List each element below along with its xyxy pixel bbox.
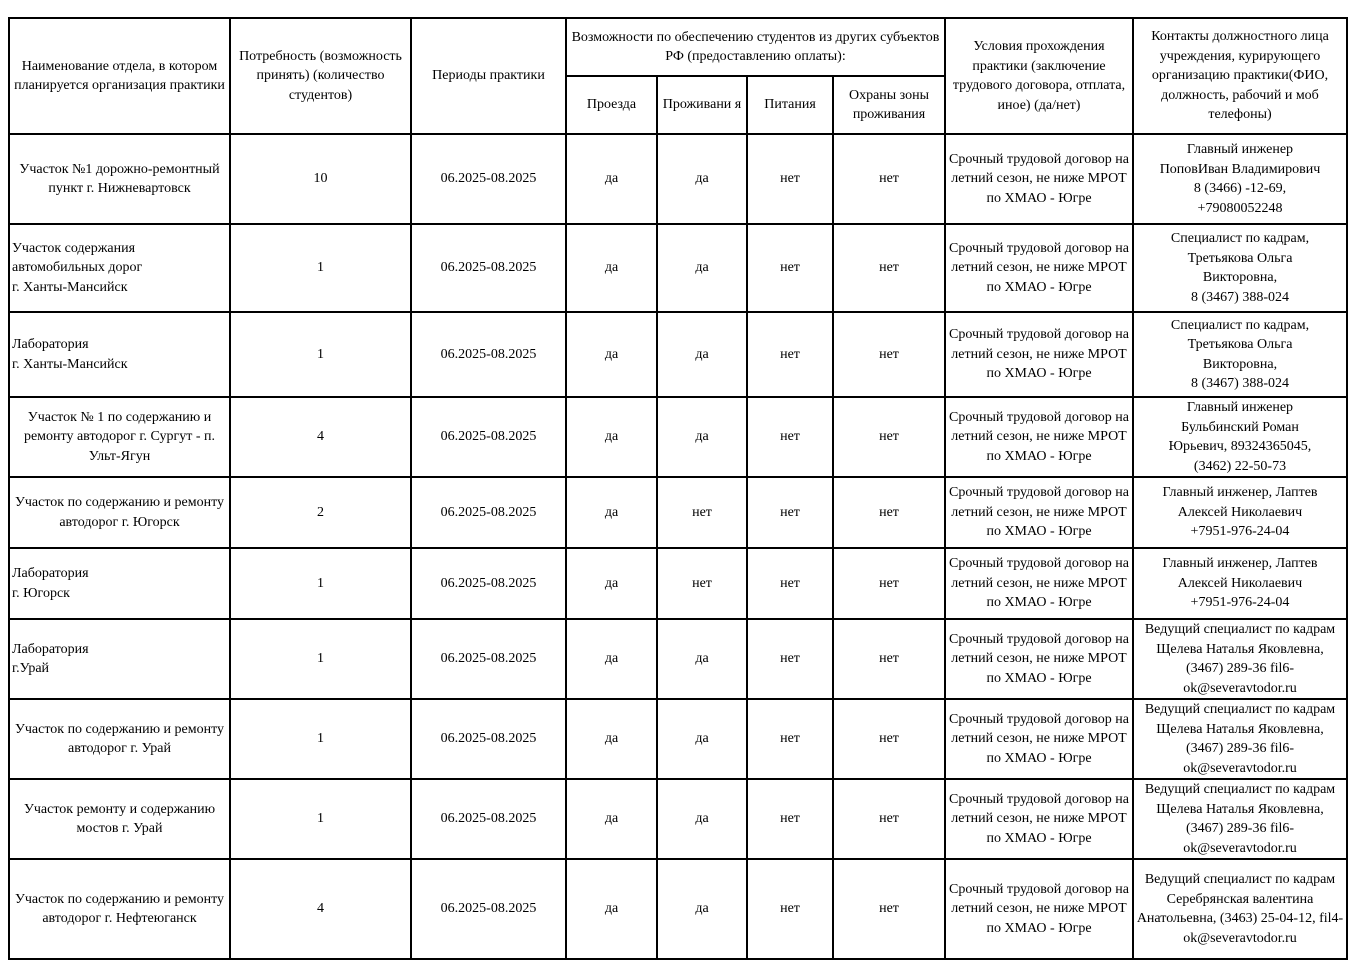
header-contacts: Контакты должностного лица учреждения, курирующего организацию практики(ФИО, должность, рабочий и моб телефоны) [1133, 18, 1347, 134]
travel-cell: да [566, 779, 657, 859]
table-row [9, 548, 1347, 619]
conditions-cell: Срочный трудовой договор на летний сезон, не ниже МРОТ по ХМАО - Югре [945, 397, 1133, 477]
conditions-cell: Срочный трудовой договор на летний сезон, не ниже МРОТ по ХМАО - Югре [945, 859, 1133, 959]
need-cell: 1 [230, 699, 411, 779]
dept-cell: Лаборатория г. Югорск [9, 548, 230, 619]
travel-cell: да [566, 477, 657, 548]
housing-cell: да [657, 312, 747, 397]
period-cell: 06.2025-08.2025 [411, 619, 566, 699]
food-cell: нет [747, 699, 833, 779]
period-cell: 06.2025-08.2025 [411, 477, 566, 548]
header-row-1 [9, 18, 1347, 76]
conditions-cell: Срочный трудовой договор на летний сезон, не ниже МРОТ по ХМАО - Югре [945, 312, 1133, 397]
housing-cell: нет [657, 477, 747, 548]
food-cell: нет [747, 477, 833, 548]
housing-cell: да [657, 779, 747, 859]
period-cell: 06.2025-08.2025 [411, 397, 566, 477]
period-cell: 06.2025-08.2025 [411, 224, 566, 312]
travel-cell: да [566, 397, 657, 477]
need-cell: 1 [230, 619, 411, 699]
header-dept: Наименование отдела, в котором планируется организация практики [9, 18, 230, 134]
header-security: Охраны зоны проживания [833, 76, 945, 134]
contacts-cell: Ведущий специалист по кадрам Серебрянская валентина Анатольевна, (3463) 25-04-12, fil4-ok@severavtodor.ru [1133, 859, 1347, 959]
header-need: Потребность (возможность принять) (количество студентов) [230, 18, 411, 134]
conditions-cell: Срочный трудовой договор на летний сезон, не ниже МРОТ по ХМАО - Югре [945, 134, 1133, 224]
table-row [9, 699, 1347, 779]
food-cell: нет [747, 397, 833, 477]
table-row [9, 224, 1347, 312]
dept-cell: Участок ремонту и содержанию мостов г. Урай [9, 779, 230, 859]
header-period: Периоды практики [411, 18, 566, 134]
table-row [9, 477, 1347, 548]
travel-cell: да [566, 548, 657, 619]
header-travel: Проезда [566, 76, 657, 134]
period-cell: 06.2025-08.2025 [411, 859, 566, 959]
housing-cell: да [657, 699, 747, 779]
food-cell: нет [747, 548, 833, 619]
security-cell: нет [833, 477, 945, 548]
security-cell: нет [833, 312, 945, 397]
food-cell: нет [747, 224, 833, 312]
period-cell: 06.2025-08.2025 [411, 312, 566, 397]
need-cell: 1 [230, 779, 411, 859]
conditions-cell: Срочный трудовой договор на летний сезон, не ниже МРОТ по ХМАО - Югре [945, 224, 1133, 312]
table-row [9, 134, 1347, 224]
housing-cell: да [657, 619, 747, 699]
header-housing: Проживани я [657, 76, 747, 134]
travel-cell: да [566, 134, 657, 224]
food-cell: нет [747, 859, 833, 959]
contacts-cell: Ведущий специалист по кадрам Щелева Наталья Яковлевна, (3467) 289-36 fil6-ok@severavtodor.ru [1133, 779, 1347, 859]
food-cell: нет [747, 312, 833, 397]
security-cell: нет [833, 134, 945, 224]
header-conditions: Условия прохождения практики (заключение трудового договора, отплата, иное) (да/нет) [945, 18, 1133, 134]
period-cell: 06.2025-08.2025 [411, 134, 566, 224]
travel-cell: да [566, 699, 657, 779]
period-cell: 06.2025-08.2025 [411, 779, 566, 859]
security-cell: нет [833, 619, 945, 699]
practice-table [8, 17, 1348, 960]
contacts-cell: Ведущий специалист по кадрам Щелева Наталья Яковлевна, (3467) 289-36 fil6-ok@severavtodor.ru [1133, 699, 1347, 779]
contacts-cell: Главный инженер Бульбинский Роман Юрьевич, 89324365045, (3462) 22-50-73 [1133, 397, 1347, 477]
header-food: Питания [747, 76, 833, 134]
security-cell: нет [833, 548, 945, 619]
security-cell: нет [833, 397, 945, 477]
travel-cell: да [566, 859, 657, 959]
travel-cell: да [566, 619, 657, 699]
need-cell: 10 [230, 134, 411, 224]
contacts-cell: Ведущий специалист по кадрам Щелева Наталья Яковлевна, (3467) 289-36 fil6-ok@severavtodor.ru [1133, 619, 1347, 699]
security-cell: нет [833, 224, 945, 312]
conditions-cell: Срочный трудовой договор на летний сезон, не ниже МРОТ по ХМАО - Югре [945, 619, 1133, 699]
dept-cell: Участок по содержанию и ремонту автодорог г. Югорск [9, 477, 230, 548]
dept-cell: Лаборатория г. Ханты-Мансийск [9, 312, 230, 397]
housing-cell: да [657, 859, 747, 959]
security-cell: нет [833, 859, 945, 959]
dept-cell: Участок содержания автомобильных дорог г. Ханты-Мансийск [9, 224, 230, 312]
dept-cell: Участок №1 дорожно-ремонтный пункт г. Нижневартовск [9, 134, 230, 224]
travel-cell: да [566, 224, 657, 312]
header-provide: Возможности по обеспечению студентов из других субъектов РФ (предоставлению оплаты): [566, 18, 945, 76]
security-cell: нет [833, 779, 945, 859]
conditions-cell: Срочный трудовой договор на летний сезон, не ниже МРОТ по ХМАО - Югре [945, 699, 1133, 779]
food-cell: нет [747, 134, 833, 224]
need-cell: 2 [230, 477, 411, 548]
table-row [9, 779, 1347, 859]
need-cell: 1 [230, 312, 411, 397]
need-cell: 1 [230, 548, 411, 619]
housing-cell: да [657, 397, 747, 477]
table-row [9, 397, 1347, 477]
dept-cell: Лаборатория г.Урай [9, 619, 230, 699]
contacts-cell: Специалист по кадрам, Третьякова Ольга Викторовна, 8 (3467) 388-024 [1133, 224, 1347, 312]
need-cell: 1 [230, 224, 411, 312]
dept-cell: Участок по содержанию и ремонту автодорог г. Урай [9, 699, 230, 779]
travel-cell: да [566, 312, 657, 397]
food-cell: нет [747, 779, 833, 859]
dept-cell: Участок № 1 по содержанию и ремонту автодорог г. Сургут - п. Ульт-Ягун [9, 397, 230, 477]
conditions-cell: Срочный трудовой договор на летний сезон, не ниже МРОТ по ХМАО - Югре [945, 477, 1133, 548]
table-row [9, 312, 1347, 397]
housing-cell: да [657, 134, 747, 224]
period-cell: 06.2025-08.2025 [411, 548, 566, 619]
conditions-cell: Срочный трудовой договор на летний сезон, не ниже МРОТ по ХМАО - Югре [945, 779, 1133, 859]
conditions-cell: Срочный трудовой договор на летний сезон, не ниже МРОТ по ХМАО - Югре [945, 548, 1133, 619]
table-row [9, 859, 1347, 959]
need-cell: 4 [230, 859, 411, 959]
table-body [9, 134, 1347, 959]
need-cell: 4 [230, 397, 411, 477]
contacts-cell: Специалист по кадрам, Третьякова Ольга Викторовна, 8 (3467) 388-024 [1133, 312, 1347, 397]
table-row [9, 619, 1347, 699]
period-cell: 06.2025-08.2025 [411, 699, 566, 779]
housing-cell: да [657, 224, 747, 312]
housing-cell: нет [657, 548, 747, 619]
contacts-cell: Главный инженер ПоповИван Владимирович 8 (3466) -12-69, +79080052248 [1133, 134, 1347, 224]
food-cell: нет [747, 619, 833, 699]
contacts-cell: Главный инженер, Лаптев Алексей Николаевич +7951-976-24-04 [1133, 477, 1347, 548]
security-cell: нет [833, 699, 945, 779]
contacts-cell: Главный инженер, Лаптев Алексей Николаевич +7951-976-24-04 [1133, 548, 1347, 619]
dept-cell: Участок по содержанию и ремонту автодорог г. Нефтеюганск [9, 859, 230, 959]
